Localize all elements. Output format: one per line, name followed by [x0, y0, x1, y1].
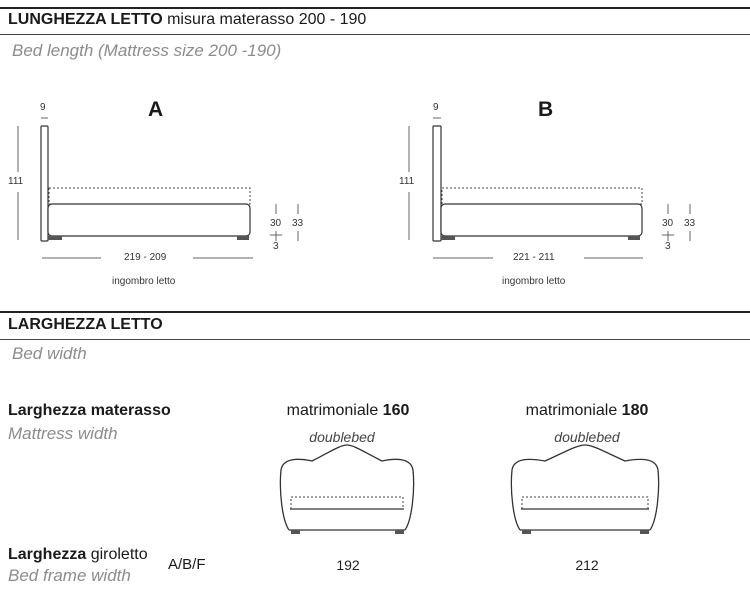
length-section-subtitle: Bed length (Mattress size 200 -190): [12, 41, 282, 60]
frame-width-label: Larghezza giroletto: [8, 546, 148, 563]
mattress-column-180-heading: matrimoniale 180: [525, 402, 649, 419]
frame-width-160-value: 192: [336, 557, 360, 573]
bed-a-foot-height: 3: [273, 241, 279, 252]
bed-b-headboard-thickness: 9: [433, 102, 439, 113]
bed-a-letter: A: [148, 98, 164, 121]
bed-b-letter: B: [538, 98, 554, 121]
bed-front-view-180: [511, 445, 658, 534]
frame-models-label: A/B/F: [168, 556, 206, 573]
mattress-width-label-en: Mattress width: [8, 424, 118, 443]
bed-b-overall-length: 221 - 211: [513, 252, 555, 263]
width-section-subtitle: Bed width: [12, 344, 87, 363]
bed-b-headboard-height: 111: [399, 176, 415, 187]
mattress-width-label: Larghezza materasso: [8, 402, 171, 419]
bed-b-total-height: 33: [684, 218, 696, 229]
bed-b-foot-height: 3: [665, 241, 671, 252]
bed-a-total-height: 33: [292, 218, 304, 229]
bed-b-footprint-label: ingombro letto: [502, 276, 566, 287]
length-section-title: LUNGHEZZA LETTO misura materasso 200 - 190: [8, 11, 367, 28]
mattress-column-160-subtitle: doublebed: [309, 429, 375, 445]
bed-a-headboard-height: 111: [8, 176, 24, 187]
frame-width-180-value: 212: [575, 557, 599, 573]
bed-b-frame-height: 30: [662, 218, 674, 229]
frame-width-label-en: Bed frame width: [8, 566, 131, 585]
bed-a-overall-length: 219 - 209: [124, 252, 167, 263]
bed-a-headboard-thickness: 9: [40, 102, 46, 113]
mattress-column-160-heading: matrimoniale 160: [286, 402, 410, 419]
mattress-column-180-subtitle: doublebed: [554, 429, 620, 445]
bed-front-view-160: [280, 445, 413, 534]
bed-a-footprint-label: ingombro letto: [112, 276, 176, 287]
width-section-title: LARGHEZZA LETTO: [8, 316, 163, 333]
bed-a-frame-height: 30: [270, 218, 282, 229]
